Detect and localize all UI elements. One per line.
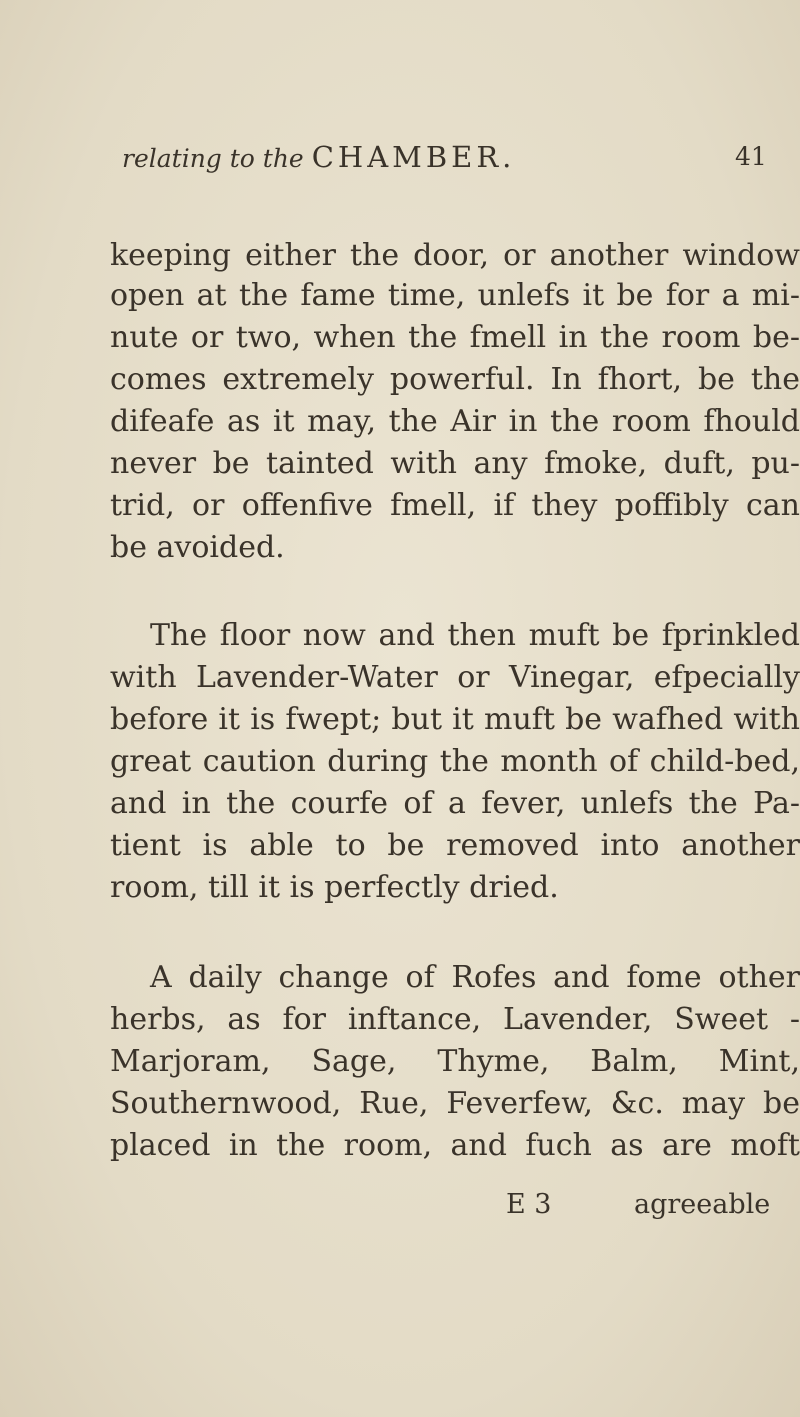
text-line: with Lavender-Water or Vinegar, efpecially	[110, 660, 800, 695]
text-line: and in the courfe of a fever, unlefs the Pa-	[110, 786, 800, 821]
text-line: great caution during the month of child-bed,	[110, 744, 800, 779]
text-line: Southernwood, Rue, Feverfew, &c. may be	[110, 1086, 800, 1121]
text-line: room, till it is perfectly dried.	[110, 870, 559, 905]
signature-mark: E 3	[506, 1189, 552, 1220]
text-line: placed in the room, and fuch as are moft	[110, 1128, 800, 1163]
text-line: trid, or offenfive fmell, if they poffibly can	[110, 488, 800, 523]
text-line: open at the fame time, unlefs it be for a mi-	[110, 278, 800, 313]
catchword: agreeable	[634, 1189, 771, 1220]
text-line: Marjoram, Sage, Thyme, Balm, Mint,	[110, 1044, 800, 1079]
text-line: nute or two, when the fmell in the room be-	[110, 320, 800, 355]
page-header	[0, 132, 800, 182]
text-line: comes extremely powerful. In fhort, be the	[110, 362, 800, 397]
text-line: never be tainted with any fmoke, duft, pu-	[110, 446, 800, 481]
running-head-title: CHAMBER.	[311, 140, 516, 174]
running-head	[122, 132, 515, 184]
text-line: difeafe as it may, the Air in the room fhould	[110, 404, 800, 439]
text-line: A daily change of Rofes and fome other	[150, 960, 800, 995]
text-line: before it is fwept; but it muft be wafhed with	[110, 702, 800, 737]
text-line: be avoided.	[110, 530, 285, 565]
text-line: tient is able to be removed into another	[110, 828, 800, 863]
running-head-italic: relating to the	[122, 144, 304, 173]
page-number: 41	[735, 142, 767, 171]
text-line: herbs, as for inftance, Lavender, Sweet -	[110, 1002, 800, 1037]
text-line: The floor now and then muft be fprinkled	[150, 618, 800, 653]
page-footer	[0, 1183, 800, 1227]
text-line: keeping either the door, or another window	[110, 238, 800, 273]
